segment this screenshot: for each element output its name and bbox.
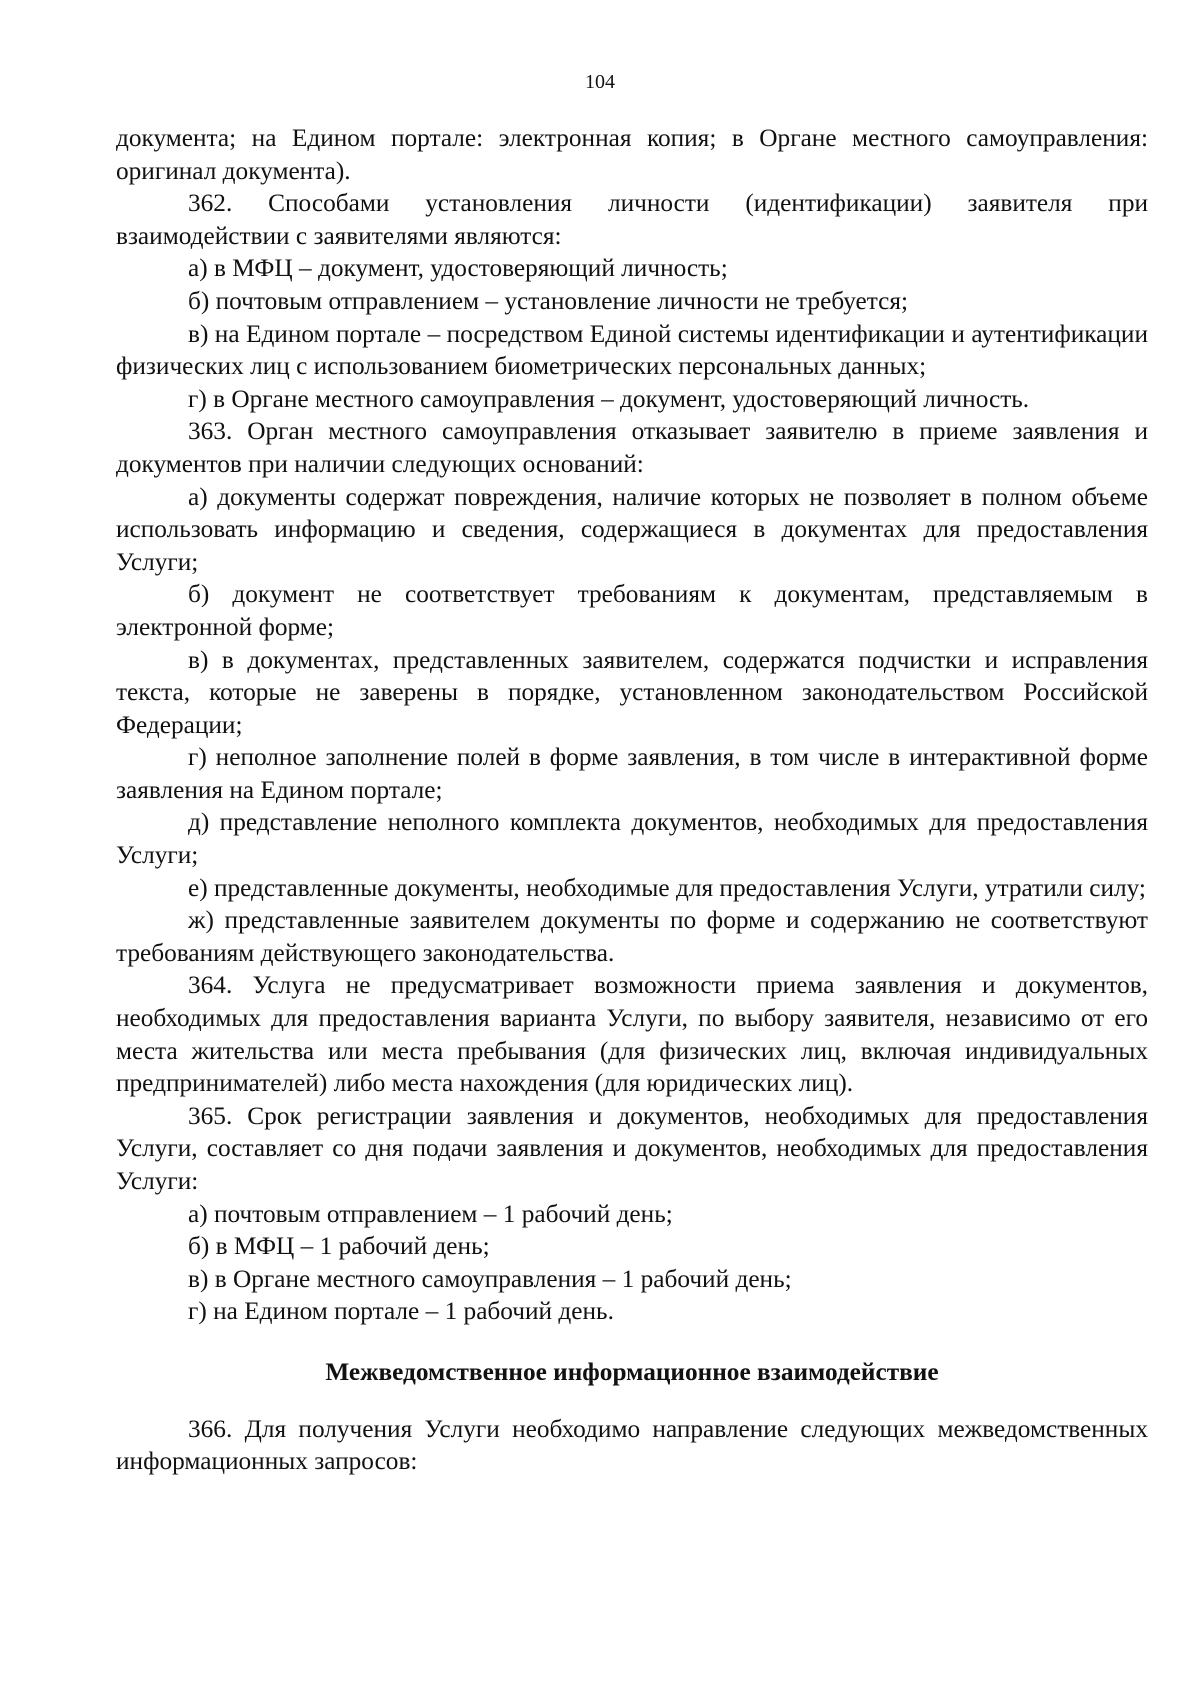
paragraphs-after: [116, 1413, 1148, 1478]
paragraph: 365. Срок регистрации заявления и документов, необходимых для предоставления Услуги, составляет со дня подачи заявления и документов, необходимых для предоставления Услуги:: [116, 1101, 1148, 1195]
paragraph: 366. Для получения Услуги необходимо направление следующих межведомственных информационных запросов:: [116, 1414, 1148, 1476]
paragraph: а) почтовым отправлением – 1 рабочий день;: [188, 1199, 673, 1228]
paragraph: б) в МФЦ – 1 рабочий день;: [188, 1232, 490, 1261]
paragraphs-before: [116, 122, 1148, 1328]
section-heading: Межведомственное информационное взаимодействие: [325, 1357, 939, 1386]
paragraph: а) в МФЦ – документ, удостоверяющий личность;: [188, 254, 728, 283]
paragraph: д) представление неполного комплекта документов, необходимых для предоставления Услуги;: [116, 808, 1148, 870]
paragraph: в) в Органе местного самоуправления – 1 рабочий день;: [188, 1264, 792, 1293]
paragraph: ж) представленные заявителем документы по форме и содержанию не соответствуют требованиям действующего законодательства.: [116, 906, 1148, 967]
paragraph: е) представленные документы, необходимые для предоставления Услуги, утратили силу;: [188, 873, 1146, 902]
paragraph: 363. Орган местного самоуправления отказывает заявителю в приеме заявления и документов при наличии следующих оснований:: [116, 417, 1148, 478]
paragraph: 362. Способами установления личности (идентификации) заявителя при взаимодействии с заявителями являются:: [116, 189, 1148, 250]
paragraph: 364. Услуга не предусматривает возможности приема заявления и документов, необходимых для предоставления варианта Услуги, по выбору заявителя, независимо от его места жительства или места пребывания (для физических лиц, включая индивидуальных предпринимателей) либо места нахождения (для юридических лиц).: [116, 971, 1148, 1098]
paragraph: в) на Едином портале – посредством Единой системы идентификации и аутентификации физических лиц с использованием биометрических персональных данных;: [116, 319, 1148, 381]
paragraph: г) на Едином портале – 1 рабочий день.: [188, 1297, 614, 1326]
document-body: [116, 122, 1148, 1478]
page-number: 104: [585, 71, 615, 93]
paragraph: в) в документах, представленных заявителем, содержатся подчистки и исправления текста, которые не заверены в порядке, установленном законодательством Российской Федерации;: [116, 645, 1148, 739]
paragraph: б) почтовым отправлением – установление личности не требуется;: [188, 286, 908, 315]
paragraph: г) неполное заполнение полей в форме заявления, в том числе в интерактивной форме заявления на Едином портале;: [116, 743, 1148, 804]
paragraph: а) документы содержат повреждения, наличие которых не позволяет в полном объеме использовать информацию и сведения, содержащиеся в документах для предоставления Услуги;: [116, 482, 1148, 576]
paragraph: г) в Органе местного самоуправления – документ, удостоверяющий личность.: [188, 384, 1030, 413]
paragraph: документа; на Едином портале: электронная копия; в Органе местного самоуправления: оригинал документа).: [116, 124, 1148, 185]
paragraph: б) документ не соответствует требованиям к документам, представляемым в электронной форме;: [116, 580, 1148, 641]
